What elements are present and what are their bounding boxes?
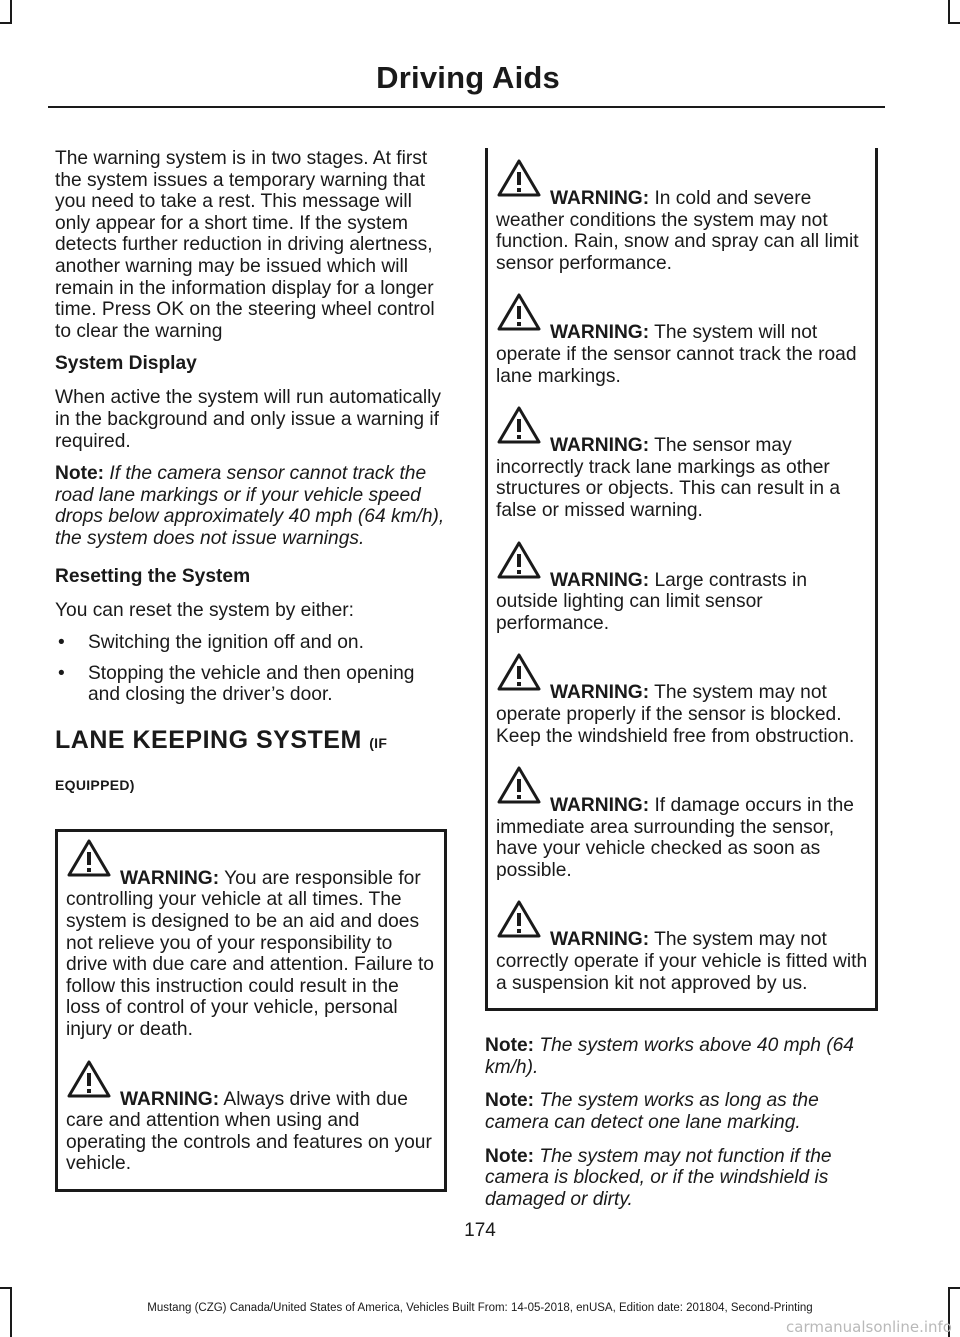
section-title-line2: EQUIPPED) xyxy=(55,776,135,793)
left-column xyxy=(55,148,447,1192)
list-item xyxy=(55,632,447,654)
note-paragraph xyxy=(485,1035,878,1078)
reset-list xyxy=(55,632,447,706)
warning-label: WARNING: xyxy=(550,569,650,591)
list-item xyxy=(55,663,447,706)
intro-paragraph: The warning system is in two stages. At first the system issues a temporary warning that you need to take a rest. This message will only appear for a short time. If the system detects further reduction in driving alertness, another warning may be issued which will remain in the information display for a longer time. Press OK on the steering wheel control to clear the warning xyxy=(55,148,435,342)
note-label: Note: xyxy=(55,463,105,485)
note-text: The system works as long as the camera can detect one lane marking. xyxy=(485,1090,819,1134)
warning-text: The system will not operate if the sensor cannot track the road lane markings. xyxy=(496,322,857,387)
warning-block xyxy=(496,540,869,635)
header-divider xyxy=(48,106,885,108)
note-paragraph xyxy=(485,1090,878,1133)
warning-block xyxy=(66,1059,438,1175)
section-title-suffix: (IF xyxy=(369,734,388,751)
right-column xyxy=(485,148,878,1222)
section-title-main: LANE KEEPING SYSTEM xyxy=(55,725,362,754)
warning-triangle-icon xyxy=(496,292,542,332)
note-text: The system may not function if the camera is blocked, or if the windshield is damaged or dirty. xyxy=(485,1145,832,1210)
warning-block xyxy=(496,765,869,881)
system-display-paragraph: When active the system will run automatically in the background and only issue a warning if required. xyxy=(55,387,442,452)
note-paragraph xyxy=(55,463,447,549)
crop-mark-top-right-h xyxy=(948,22,960,24)
warning-block xyxy=(496,292,869,387)
warning-label: WARNING: xyxy=(550,435,650,457)
note-text: If the camera sensor cannot track the road lane markings or if your vehicle speed drops below approximately 40 mph (64 km/h), the system does not issue warnings. xyxy=(55,463,445,549)
warning-box xyxy=(55,829,447,1192)
warning-label: WARNING: xyxy=(550,795,650,817)
resetting-heading: Resetting the System xyxy=(55,565,251,587)
page-title: Driving Aids xyxy=(376,60,560,95)
page-footer: Mustang (CZG) Canada/United States of America, Vehicles Built From: 14-05-2018, enUSA, Edition date: 201804, Second-Printing xyxy=(147,1302,813,1314)
warning-text: In cold and severe weather conditions the system may not function. Rain, snow and spray can all limit sensor performance. xyxy=(496,188,859,274)
warning-block xyxy=(496,405,869,521)
note-label: Note: xyxy=(485,1035,535,1057)
warning-triangle-icon xyxy=(496,540,542,580)
warning-triangle-icon xyxy=(66,1059,112,1099)
warning-triangle-icon xyxy=(496,899,542,939)
warning-label: WARNING: xyxy=(120,867,220,889)
warning-text: If damage occurs in the immediate area surrounding the sensor, have your vehicle checked as soon as possible. xyxy=(496,795,854,881)
crop-mark-bottom-left-h xyxy=(0,1287,12,1289)
note-label: Note: xyxy=(485,1090,535,1112)
warning-triangle-icon xyxy=(66,838,112,878)
warning-label: WARNING: xyxy=(120,1088,220,1110)
crop-mark-top-left-h xyxy=(0,22,12,24)
note-paragraph xyxy=(485,1146,878,1211)
note-label: Note: xyxy=(485,1145,535,1167)
warning-label: WARNING: xyxy=(550,188,650,209)
warning-text: The system may not operate properly if the sensor is blocked. Keep the windshield free from obstruction. xyxy=(496,682,855,747)
bullet-marker: • xyxy=(58,632,65,654)
warning-text: Always drive with due care and attention when using and operating the controls and features on your vehicle. xyxy=(66,1088,432,1175)
resetting-paragraph: You can reset the system by either: xyxy=(55,599,354,621)
warning-label: WARNING: xyxy=(550,929,650,951)
warning-block xyxy=(66,838,438,1041)
warning-text: The sensor may incorrectly track lane markings as other structures or objects. This can result in a false or missed warning. xyxy=(496,435,841,521)
list-item-text: Stopping the vehicle and then opening and closing the driver’s door. xyxy=(88,662,415,706)
warning-text: Large contrasts in outside lighting can limit sensor performance. xyxy=(496,569,807,634)
warning-block xyxy=(496,652,869,747)
watermark: carmanualsonline.info xyxy=(786,1318,952,1336)
notes-section xyxy=(485,1035,878,1210)
warning-block xyxy=(496,158,869,274)
warning-label: WARNING: xyxy=(550,682,650,704)
warning-text: You are responsible for controlling your vehicle at all times. The system is designed to be an aid and does not relieve you of your responsibility to drive with due care and attention. Failure to follow this instruction could result in the loss of control of your vehicle, personal injury or death. xyxy=(66,867,434,1041)
system-display-heading: System Display xyxy=(55,353,197,375)
crop-mark-top-left-v xyxy=(10,0,12,22)
warning-text: The system may not correctly operate if your vehicle is fitted with a suspension kit not approved by us. xyxy=(496,929,868,994)
page-number: 174 xyxy=(464,1220,496,1241)
warning-block xyxy=(496,899,869,994)
warning-label: WARNING: xyxy=(550,322,650,344)
warning-triangle-icon xyxy=(496,158,542,198)
crop-mark-top-right-v xyxy=(948,0,950,22)
warning-box xyxy=(485,148,878,1011)
warning-triangle-icon xyxy=(496,765,542,805)
warning-triangle-icon xyxy=(496,405,542,445)
note-text: The system works above 40 mph (64 km/h). xyxy=(485,1035,854,1078)
warning-triangle-icon xyxy=(496,652,542,692)
bullet-marker: • xyxy=(58,662,65,684)
list-item-text: Switching the ignition off and on. xyxy=(88,632,364,654)
crop-mark-bottom-right-h xyxy=(948,1287,960,1289)
section-title xyxy=(55,726,447,799)
